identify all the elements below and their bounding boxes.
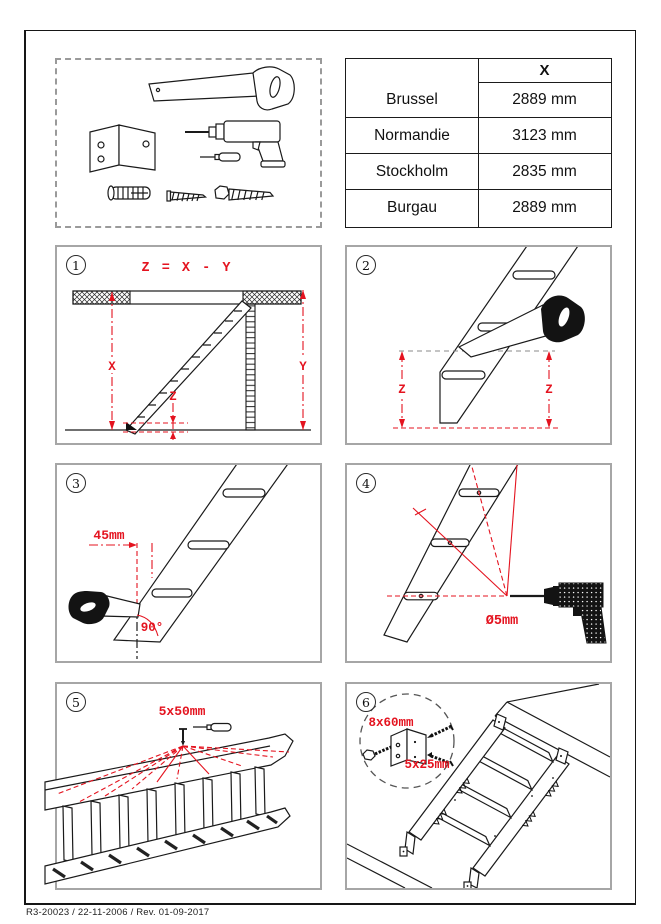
step-1-diagram — [57, 247, 320, 443]
model-name: Normandie — [374, 126, 450, 144]
svg-text:X: X — [108, 360, 116, 374]
dimension-x — [105, 292, 119, 430]
step-2-diagram — [347, 247, 610, 443]
far-stringer — [473, 756, 569, 876]
formula-label: Z = X - Y — [141, 261, 233, 276]
dimension-z-right — [542, 351, 556, 428]
screwdriver-icon — [193, 724, 231, 732]
step-6-panel — [345, 682, 612, 890]
model-name: Stockholm — [375, 162, 449, 180]
tools-illustration — [57, 60, 324, 230]
wall-plug-icon — [108, 186, 150, 200]
svg-text:90°: 90° — [140, 621, 164, 635]
table-header-x: X — [539, 62, 550, 79]
bottom-stringer-board — [45, 808, 290, 884]
screw-size-label: 5x50mm — [158, 704, 206, 719]
model-x-value: 2889 mm — [512, 90, 577, 108]
step-3-panel — [55, 463, 322, 663]
stringer-feet — [400, 832, 479, 888]
svg-text:Z: Z — [169, 390, 177, 404]
fastener-detail-inset — [360, 694, 454, 788]
handsaw-icon — [149, 67, 294, 110]
step-4-number: 4 — [356, 473, 376, 493]
screwdriver-icon — [200, 153, 240, 161]
model-name: Burgau — [387, 199, 437, 216]
svg-text:Z: Z — [545, 383, 553, 397]
tape-measure — [246, 304, 255, 430]
model-name: Brussel — [386, 90, 438, 108]
document-revision-footer: R3-20023 / 22-11-2006 / Rev. 01-09-2017 — [26, 907, 210, 918]
step-2-panel — [345, 245, 612, 445]
table-row — [346, 118, 611, 154]
fixing-brackets — [494, 714, 568, 764]
dimension-z-left — [395, 351, 409, 428]
dimension-y — [296, 290, 310, 430]
model-x-value: 2835 mm — [512, 162, 577, 180]
model-x-value: 2889 mm — [512, 199, 577, 216]
step-4-diagram — [347, 465, 610, 661]
screw-size-label: 5x25mm — [404, 758, 450, 772]
step-1-number: 1 — [66, 255, 86, 275]
step-6-number: 6 — [356, 692, 376, 712]
ground-lines — [347, 844, 432, 888]
wood-screw-icon — [167, 191, 206, 201]
diameter-label: Ø5mm — [485, 614, 519, 629]
bolt-size-label: 8x60mm — [368, 716, 414, 730]
hex-lag-bolt-icon — [215, 186, 273, 200]
step-2-number: 2 — [356, 255, 376, 275]
angle-bracket-icon — [90, 125, 155, 172]
step-1-panel — [55, 245, 322, 445]
step-5-number: 5 — [66, 692, 86, 712]
svg-text:Z: Z — [398, 383, 406, 397]
step-5-panel — [55, 682, 322, 890]
stair-size-table — [345, 58, 612, 228]
table-row — [346, 154, 611, 190]
table-row — [346, 190, 611, 226]
step-3-number: 3 — [66, 473, 86, 493]
step-4-panel — [345, 463, 612, 663]
step-3-diagram — [57, 465, 320, 661]
svg-text:Y: Y — [299, 360, 307, 374]
svg-text:45mm: 45mm — [93, 528, 125, 543]
table-row — [346, 82, 611, 118]
step-5-diagram — [43, 684, 324, 888]
tools-box — [55, 58, 322, 228]
wood-screw-icon — [179, 729, 187, 746]
drill-icon — [510, 583, 606, 643]
step-6-diagram — [347, 684, 610, 888]
model-x-value: 3123 mm — [512, 126, 577, 144]
